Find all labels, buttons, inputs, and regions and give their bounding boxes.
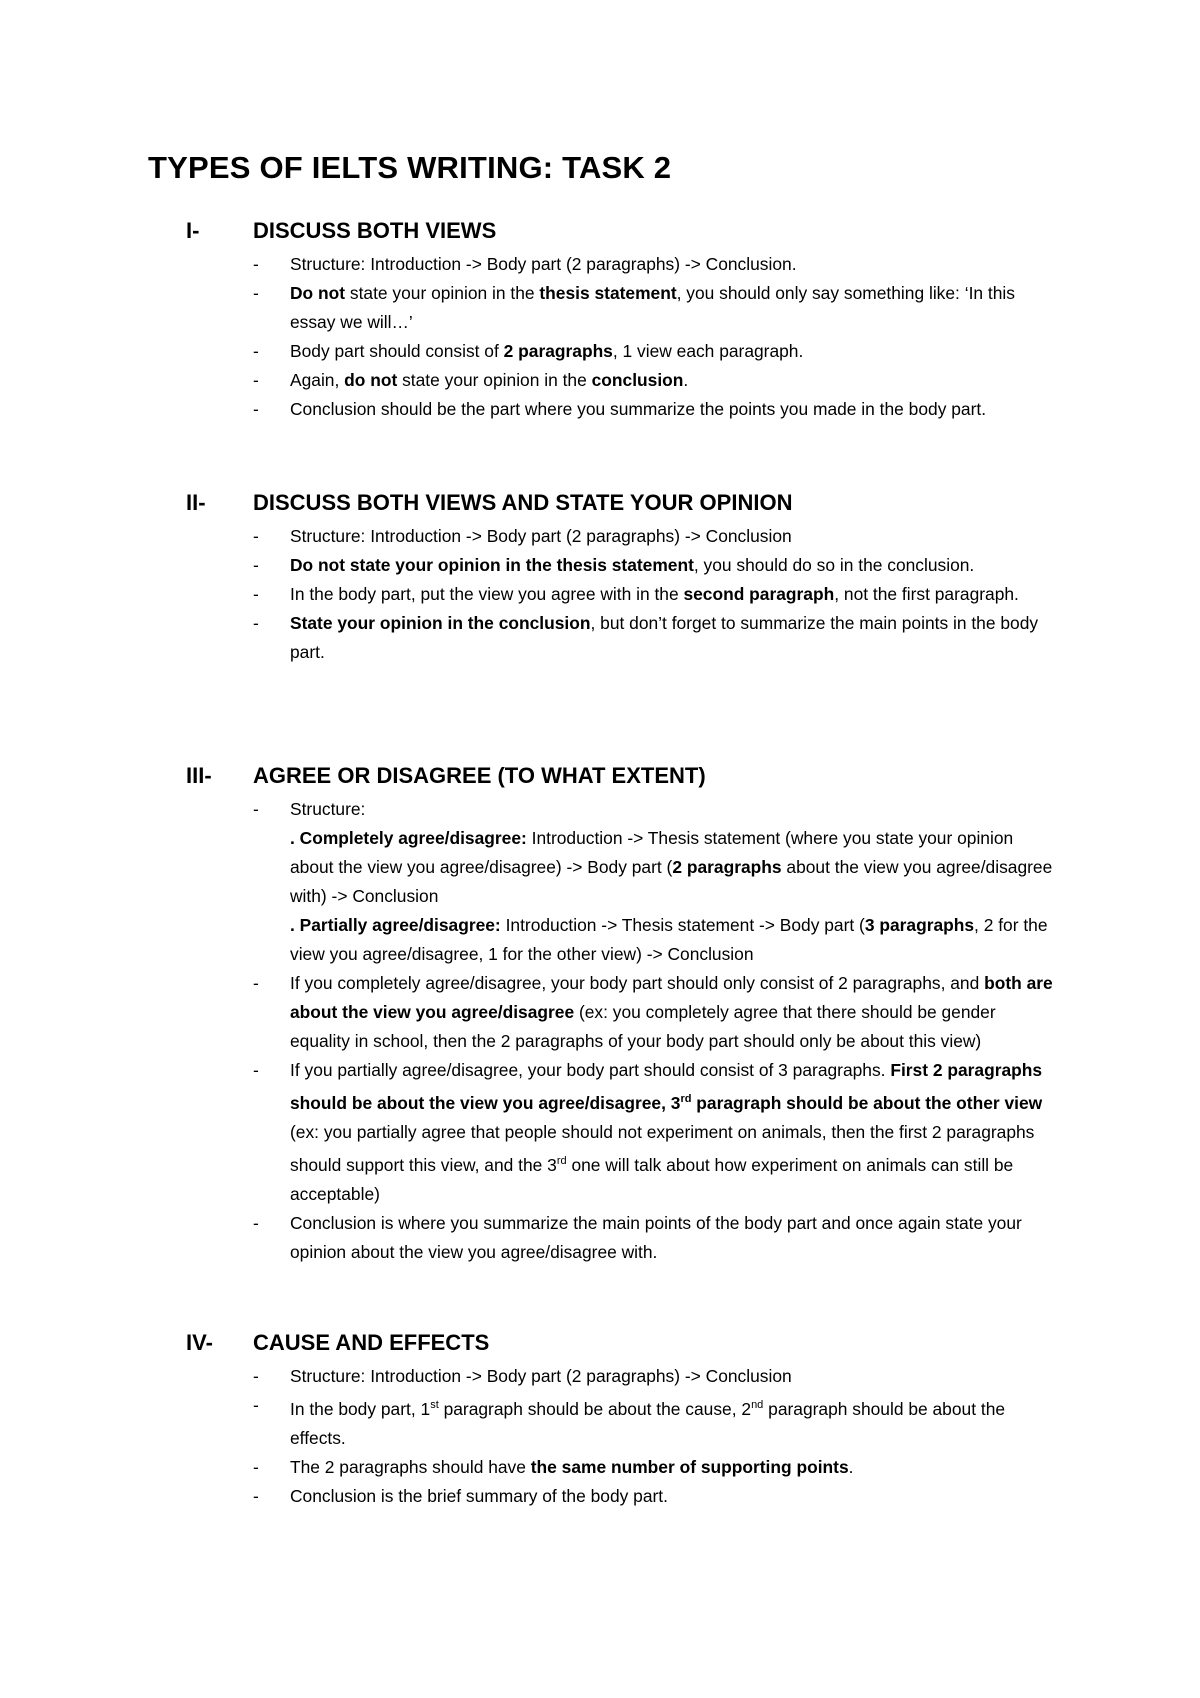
section-number: III- xyxy=(186,763,212,788)
bullet-dash: - xyxy=(253,799,259,819)
document-title: TYPES OF IELTS WRITING: TASK 2 xyxy=(148,150,672,185)
text-run: The 2 paragraphs should have xyxy=(290,1456,531,1477)
text-run: , you should only say something like: ‘In this essay we will…’ xyxy=(290,283,1015,332)
section-number: II- xyxy=(186,490,206,515)
text-run: If you partially agree/disagree, your body part should consist of 3 paragraphs. xyxy=(290,1060,891,1080)
bold-text: . Partially agree/disagree: xyxy=(290,915,501,935)
bold-text: Do not xyxy=(290,283,346,303)
text-run: Structure: xyxy=(290,799,366,819)
text-run: Structure: Introduction -> Body part (2 paragraphs) -> Conclusion. xyxy=(290,254,797,274)
text-run: Structure: Introduction -> Body part (2 paragraphs) -> Conclusion xyxy=(290,526,792,546)
text-run: , 1 view each paragraph. xyxy=(612,341,804,361)
list-item xyxy=(0,580,1060,609)
superscript-text: rd xyxy=(556,1154,567,1167)
bold-text: 2 paragraphs xyxy=(503,341,613,361)
text-run: Conclusion should be the part where you summarize the points you made in the body part. xyxy=(290,399,987,419)
bullet-dash: - xyxy=(253,1212,259,1233)
bullet-dash: - xyxy=(253,526,259,546)
text-run: . xyxy=(848,1456,854,1477)
bold-text: State your opinion in the conclusion xyxy=(290,613,591,633)
bold-text: the same number of supporting points xyxy=(530,1456,849,1477)
text-run: Conclusion is where you summarize the main points of the body part and once again state your opinion about the view you agree/disagree with. xyxy=(290,1212,1022,1262)
text-run: , you should do so in the conclusion. xyxy=(693,555,975,575)
list-item xyxy=(0,522,1060,551)
text-run: Body part should consist of xyxy=(290,341,504,361)
text-run: , but don’t forget to summarize the main points in the body part. xyxy=(290,613,1039,662)
list-item xyxy=(0,337,1060,366)
bold-text: conclusion xyxy=(591,370,684,390)
list-item xyxy=(0,795,1060,969)
bullet-dash: - xyxy=(253,370,259,390)
bold-text: 2 paragraphs xyxy=(672,857,782,877)
text-run: Again, xyxy=(290,370,345,390)
list-item xyxy=(0,250,1060,279)
bullet-list xyxy=(0,795,1200,1267)
text-run: In the body part, put the view you agree with in the xyxy=(290,584,684,604)
section-heading: CAUSE AND EFFECTS xyxy=(253,1330,490,1355)
text-run: Structure: Introduction -> Body part (2 paragraphs) -> Conclusion xyxy=(290,1366,792,1386)
bullet-dash: - xyxy=(253,1395,259,1415)
bullet-dash: - xyxy=(253,584,259,604)
list-item xyxy=(0,366,1060,395)
superscript-text: st xyxy=(430,1399,439,1411)
text-run: paragraph should be about the cause, 2 xyxy=(438,1398,752,1419)
text-run: state your opinion in the xyxy=(345,283,540,303)
list-item xyxy=(0,1391,1060,1453)
bold-text: Do not state your opinion in the thesis statement xyxy=(290,555,694,575)
text-run: (ex: you completely agree that there should be gender equality in school, then the 2 paragraphs of your body part should only be about this view) xyxy=(290,1002,996,1051)
text-run: paragraph should be about the effects. xyxy=(290,1398,1006,1448)
bold-text: paragraph should be about the other view xyxy=(691,1092,1043,1113)
bullet-dash: - xyxy=(253,1060,259,1080)
list-item xyxy=(0,279,1060,337)
list-item xyxy=(0,1056,1060,1209)
section-heading: AGREE OR DISAGREE (TO WHAT EXTENT) xyxy=(253,763,706,788)
list-item xyxy=(0,395,1060,424)
bullet-list xyxy=(0,1362,1200,1511)
bullet-dash: - xyxy=(253,1485,259,1506)
bullet-dash: - xyxy=(253,1366,259,1386)
text-run: . xyxy=(683,370,689,390)
section-heading: DISCUSS BOTH VIEWS xyxy=(253,218,497,243)
bullet-dash: - xyxy=(253,1456,259,1477)
text-run: In the body part, 1 xyxy=(290,1398,431,1419)
bullet-dash: - xyxy=(253,283,259,303)
list-item xyxy=(0,1482,1060,1511)
text-run: one will talk about how experiment on animals can still be acceptable) xyxy=(290,1154,1014,1204)
text-run: , not the first paragraph. xyxy=(834,584,1019,604)
list-item xyxy=(0,1362,1060,1391)
bullet-dash: - xyxy=(253,399,259,419)
section-heading: DISCUSS BOTH VIEWS AND STATE YOUR OPINION xyxy=(253,490,793,515)
bold-text: second paragraph xyxy=(683,584,835,604)
superscript-text: nd xyxy=(751,1399,764,1411)
list-item xyxy=(0,609,1060,667)
bold-text: 3 paragraphs xyxy=(864,915,975,935)
bold-text: First 2 paragraphs should be about the view you agree/disagree, 3 xyxy=(290,1060,1043,1113)
bullet-dash: - xyxy=(253,254,259,274)
text-run: about the view you agree/disagree with) -> Conclusion xyxy=(290,857,1053,906)
text-run: (ex: you partially agree that people should not experiment on animals, then the first 2 paragraphs should support this view, and the 3 xyxy=(290,1121,1035,1175)
list-item xyxy=(0,551,1060,580)
bullet-dash: - xyxy=(253,613,259,633)
bold-text: thesis statement xyxy=(539,283,677,303)
section-number: IV- xyxy=(186,1330,213,1355)
list-item xyxy=(0,969,1060,1056)
superscript-text: rd xyxy=(680,1093,692,1105)
text-run: If you completely agree/disagree, your body part should only consist of 2 paragraphs, and xyxy=(290,973,985,993)
text-run: , 2 for the view you agree/disagree, 1 for the other view) -> Conclusion xyxy=(290,915,1048,964)
bullet-list xyxy=(0,522,1200,667)
list-item xyxy=(0,1453,1060,1482)
bold-text: . Completely agree/disagree: xyxy=(290,828,527,848)
text-run: Conclusion is the brief summary of the body part. xyxy=(290,1485,668,1506)
text-run: Introduction -> Thesis statement -> Body part ( xyxy=(500,915,865,935)
section-number: I- xyxy=(186,218,200,243)
bullet-list xyxy=(0,250,1200,424)
bold-text: do not xyxy=(344,370,398,390)
bold-text: both are about the view you agree/disagree xyxy=(290,973,1053,1022)
text-run: Introduction -> Thesis statement (where you state your opinion about the view you agree/disagree) -> Body part ( xyxy=(290,828,1014,877)
bullet-dash: - xyxy=(253,973,259,993)
list-item xyxy=(0,1209,1060,1267)
bullet-dash: - xyxy=(253,555,259,575)
bullet-dash: - xyxy=(253,341,259,361)
text-run: state your opinion in the xyxy=(397,370,592,390)
